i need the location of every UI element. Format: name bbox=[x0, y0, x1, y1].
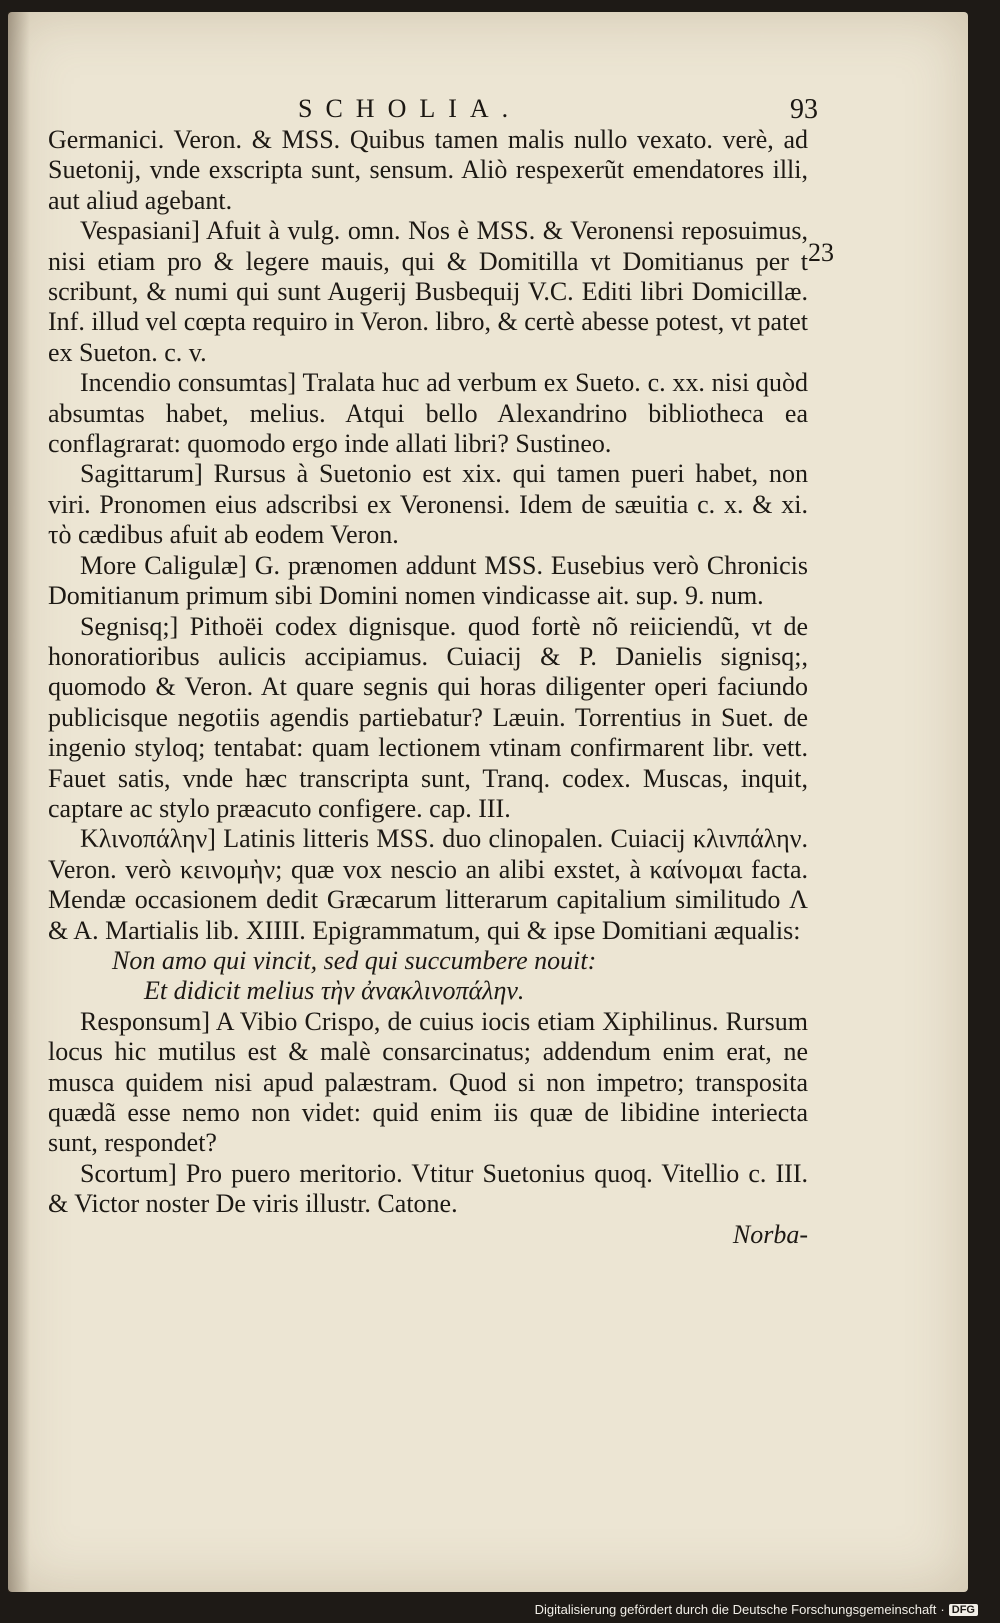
main-text bbox=[48, 125, 808, 1250]
verse-line: Non amo qui vincit, sed qui succumbere nouit: bbox=[112, 945, 597, 975]
margin-note: 23 bbox=[808, 238, 834, 267]
digitization-footer bbox=[535, 1602, 978, 1617]
paragraph: Scortum] Pro puero meritorio. Vtitur Suetonius quoq. Vitellio c. III. & Victor noster De viris illustr. Catone. bbox=[48, 1158, 808, 1219]
footer-text: Digitalisierung gefördert durch die Deutsche Forschungsgemeinschaft bbox=[534, 1602, 937, 1617]
running-header bbox=[48, 94, 818, 126]
paragraph: Vespasiani] Afuit à vulg. omn. Nos è MSS. & Veronensi reposuimus, nisi etiam pro & legere mauis, qui & Domitilla vt Domitianus per t scribunt, & numi qui sunt Augerij Busbequij V.C. Editi libri Domicillæ. Inf. illud vel cœpta requiro in Veron. libro, & certè abesse potest, vt patet ex Sueton. c. v. bbox=[48, 216, 808, 367]
paragraph: Responsum] A Vibio Crispo, de cuius iocis etiam Xiphilinus. Rursum locus hic mutilus est & malè consarcinatus; addendum enim erat, ne musca quidem nisi apud palæstram. Quod si non impetro; transposita quædã esse nemo non videt: quid enim iis quæ de libidine interiecta sunt, respondet? bbox=[48, 1006, 808, 1158]
page-number: 93 bbox=[790, 94, 818, 125]
paragraph: Κλινοπάλην] Latinis litteris MSS. duo clinopalen. Cuiacij κλινπάλην. Veron. verò κεινομὴν; quæ vox nescio an alibi exstet, à καίνομαι facta. Mendæ occasionem dedit Græcarum litterarum capitalium similitudo Λ & Α. Martialis lib. XIIII. Epigrammatum, qui & ipse Domitiani æqualis: bbox=[48, 824, 808, 945]
paragraph: More Caligulæ] G. prænomen addunt MSS. Eusebius verò Chronicis Domitianum primum sibi Domini nomen vindicasse ait. sup. 9. num. bbox=[48, 550, 808, 611]
catchword: Norba- bbox=[732, 1219, 808, 1249]
book-page bbox=[8, 12, 968, 1592]
paragraph: Incendio consumtas] Tralata huc ad verbum ex Sueto. c. xx. nisi quòd absumtas habet, melius. Atqui bello Alexandrino bibliotheca ea conflagrarat: quomodo ergo inde allati libri? Sustineo. bbox=[48, 368, 808, 459]
running-title: SCHOLIA. bbox=[298, 94, 522, 123]
footer-separator: · bbox=[940, 1602, 945, 1617]
dfg-logo: DFG bbox=[949, 1604, 978, 1616]
paragraph: Germanici. Veron. & MSS. Quibus tamen malis nullo vexato. verè, ad Suetonij, vnde exscripta sunt, sensum. Aliò respexerũt emendatores illi, aut aliud agebant. bbox=[48, 125, 808, 215]
verse-line: Et didicit melius τὴν ἀνακλινοπάλην. bbox=[144, 976, 525, 1006]
paragraph: Segnisq;] Pithoëi codex dignisque. quod fortè nõ reiiciendũ, vt de honoratioribus aulicis accipiamus. Cuiacij & P. Danielis signisq;, quomodo & Veron. At quare segnis qui horas diligenter operi faciundo publicisque negotiis agendis partiebatur? Læuin. Torrentius in Suet. de ingenio styloq; tentabat: quam lectionem vtinam confirmarent libr. vett. Fauet satis, vnde hæc transcripta sunt, Tranq. codex. Muscas, inquit, captare ac stylo præacuto configere. cap. III. bbox=[48, 611, 808, 823]
paragraph: Sagittarum] Rursus à Suetonio est xix. qui tamen pueri habet, non viri. Pronomen eius adscribsi ex Veronensi. Idem de sæuitia c. x. & xi. τὸ cædibus afuit ab eodem Veron. bbox=[48, 459, 808, 550]
